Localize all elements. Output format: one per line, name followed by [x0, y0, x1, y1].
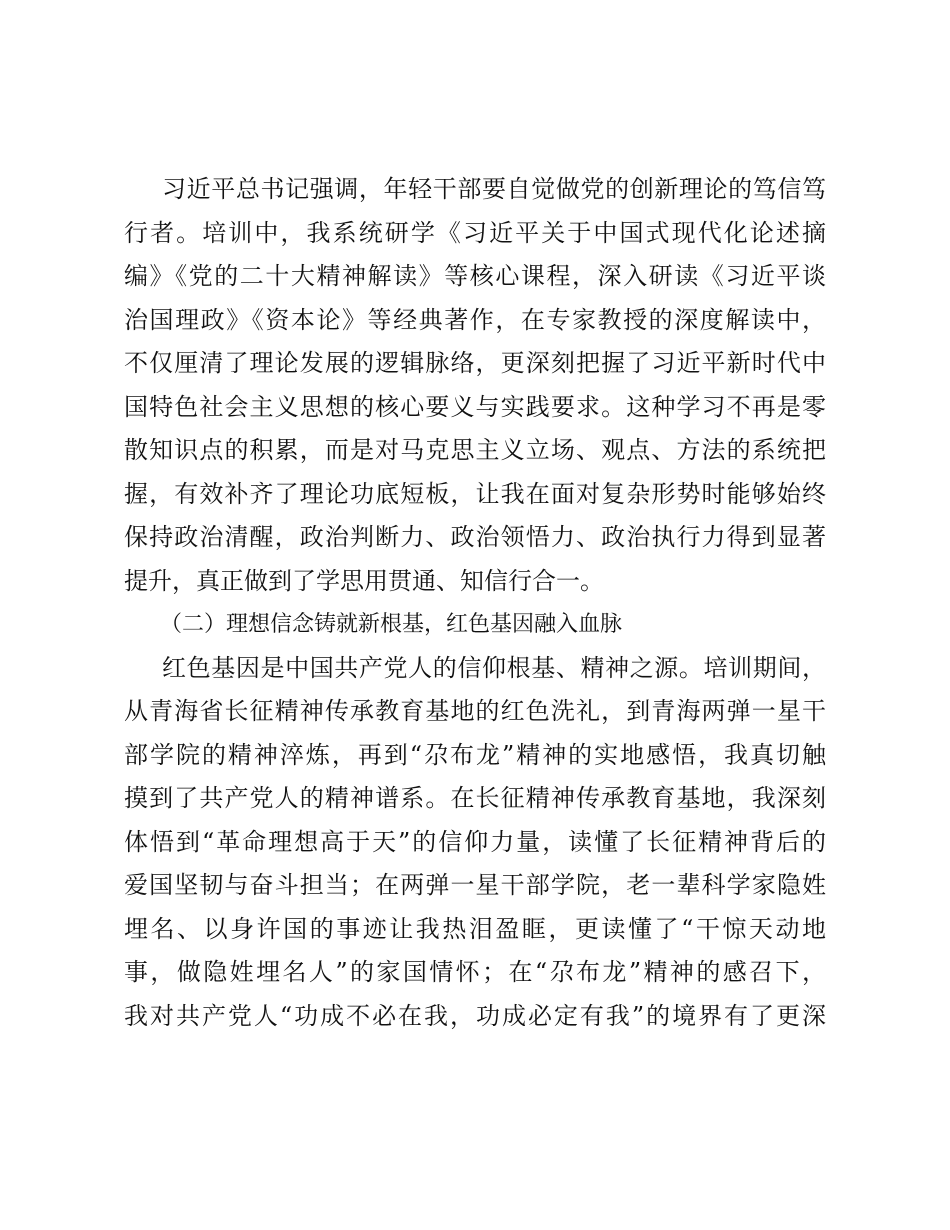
paragraph-line: 爱国坚韧与奋斗担当；在两弹一星干部学院，老一辈科学家隐姓 [124, 871, 826, 899]
paragraph-line: 习近平总书记强调，年轻干部要自觉做党的创新理论的笃信笃 [162, 175, 826, 203]
paragraph-line: 散知识点的积累，而是对马克思主义立场、观点、方法的系统把 [124, 436, 826, 464]
paragraph-line: 行者。培训中，我系统研学《习近平关于中国式现代化论述摘 [124, 218, 826, 247]
paragraph-line: 摸到了共产党人的精神谱系。在长征精神传承教育基地，我深刻 [124, 784, 826, 812]
section-heading: （二）理想信念铸就新根基，红色基因融入血脉 [160, 612, 623, 637]
paragraph-line: 国特色社会主义思想的核心要义与实践要求。这种学习不再是零 [124, 392, 826, 421]
paragraph-line: 握，有效补齐了理论功底短板，让我在面对复杂形势时能够始终 [124, 479, 826, 508]
paragraph-line: 提升，真正做到了学思用贯通、知信行合一。 [124, 566, 604, 595]
paragraph-line: 治国理政》《资本论》等经典著作，在专家教授的深度解读中， [124, 305, 826, 334]
paragraph-line: 部学院的精神淬炼，再到“尕布龙”精神的实地感悟，我真切触 [124, 740, 826, 769]
paragraph-line: 事，做隐姓埋名人”的家国情怀；在“尕布龙”精神的感召下， [124, 958, 826, 986]
paragraph-line: 保持政治清醒，政治判断力、政治领悟力、政治执行力得到显著 [124, 523, 826, 551]
paragraph-line: 体悟到“革命理想高于天”的信仰力量，读懂了长征精神背后的 [124, 827, 826, 856]
paragraph-line: 从青海省长征精神传承教育基地的红色洗礼，到青海两弹一星干 [124, 697, 826, 725]
document-body [124, 168, 826, 1038]
paragraph-line: 埋名、以身许国的事迹让我热泪盈眶，更读懂了“干惊天动地 [124, 914, 826, 943]
paragraph-line: 红色基因是中国共产党人的信仰根基、精神之源。培训期间， [162, 653, 826, 682]
paragraph-line: 不仅厘清了理论发展的逻辑脉络，更深刻把握了习近平新时代中 [124, 349, 826, 377]
paragraph-line: 编》《党的二十大精神解读》等核心课程，深入研读《习近平谈 [124, 262, 826, 290]
paragraph-line: 我对共产党人“功成不必在我，功成必定有我”的境界有了更深 [124, 1001, 826, 1030]
